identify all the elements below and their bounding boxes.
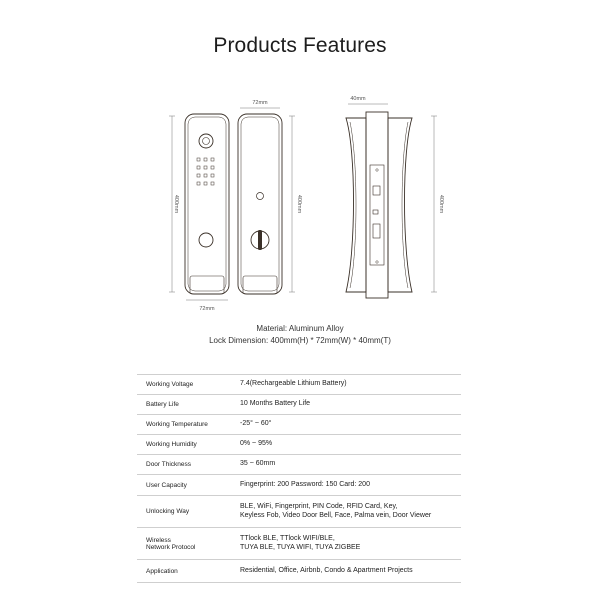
spec-value-text: -25° ~ 60°: [240, 420, 272, 428]
spec-label-text: Application: [146, 567, 178, 575]
spec-value: [230, 415, 461, 435]
material-line: Material: Aluminum Alloy: [256, 324, 344, 333]
front-panel-outline: [185, 114, 229, 294]
spec-value: [230, 496, 461, 528]
spec-label-text: Wireless: [146, 536, 171, 544]
camera-lens-inner: [203, 138, 210, 145]
table-row: [137, 455, 461, 475]
deadbolt-icon: [373, 224, 380, 238]
spec-value: [230, 560, 461, 583]
spec-label-text: Working Humidity: [146, 441, 197, 448]
front-panel-inner: [188, 117, 226, 291]
back-panel-outline: [238, 114, 282, 294]
back-height-label: 400mm: [296, 194, 302, 214]
spec-value-text: 7.4(Rechargeable Lithium Battery): [240, 380, 347, 388]
table-row: [137, 415, 461, 435]
spec-label: [137, 528, 230, 560]
spec-value-text: 10 Months Battery Life: [240, 400, 311, 408]
table-row: [137, 435, 461, 455]
keypad: [197, 158, 214, 185]
spec-value: [230, 435, 461, 455]
fingerprint-sensor-icon: [199, 233, 213, 247]
spec-value: [230, 528, 461, 560]
spec-label-text: Network Protocol: [146, 543, 196, 551]
table-row: [137, 528, 461, 560]
table-row: [137, 395, 461, 415]
spec-value-text: TTlock BLE, TTlock WIFI/BLE,: [240, 535, 335, 542]
material-info: [0, 323, 600, 347]
spec-value: [230, 475, 461, 496]
table-row: [137, 496, 461, 528]
spec-label: [137, 455, 230, 475]
spec-label: [137, 415, 230, 435]
door-edge-faceplate: [366, 112, 388, 298]
spec-label: [137, 560, 230, 583]
camera-lens-icon: [199, 134, 213, 148]
spec-value-text: TUYA BLE, TUYA WIFI, TUYA ZIGBEE: [240, 543, 361, 551]
spec-label: [137, 375, 230, 395]
front-panel-base: [190, 276, 224, 294]
table-row: [137, 560, 461, 583]
side-height-label: 400mm: [438, 194, 444, 214]
spec-value-text: Keyless Fob, Video Door Bell, Face, Palma vein, Door Viewer: [240, 511, 432, 519]
table-row: [137, 475, 461, 496]
spec-label: [137, 475, 230, 496]
spec-label: [137, 395, 230, 415]
spec-value-text: 35 ~ 60mm: [240, 460, 276, 468]
front-width-label: 72mm: [199, 306, 215, 312]
spec-value-text: 0% ~ 95%: [240, 440, 273, 448]
front-height-label: 400mm: [173, 194, 179, 214]
back-button-icon: [257, 193, 264, 200]
spec-value: [230, 455, 461, 475]
back-width-label: 72mm: [252, 100, 268, 106]
spec-value-text: Fingerprint: 200 Password: 150 Card: 200: [240, 480, 370, 488]
spec-value-text: BLE, WiFi, Fingerprint, PIN Code, RFID Card, Key,: [240, 503, 398, 510]
page-title: Products Features: [213, 34, 387, 57]
table-row: [137, 375, 461, 395]
lock-dimension-line: Lock Dimension: 400mm(H) * 72mm(W) * 40mm(T): [209, 336, 391, 345]
back-view: [238, 108, 295, 294]
spec-label: [137, 435, 230, 455]
side-back-panel: [388, 118, 412, 292]
specifications-table: [137, 374, 461, 583]
spec-label-text: Working Voltage: [146, 381, 194, 388]
latch-icon: [373, 186, 380, 195]
spec-value-text: Residential, Office, Airbnb, Condo & Apartment Projects: [240, 566, 413, 574]
side-width-label: 40mm: [350, 96, 366, 102]
spec-label-text: Battery Life: [146, 401, 179, 408]
spec-label-text: Unlocking Way: [146, 508, 190, 515]
side-view: [346, 104, 437, 298]
spec-value: [230, 395, 461, 415]
spec-label-text: User Capacity: [146, 481, 187, 489]
spec-label: [137, 496, 230, 528]
spec-value: [230, 375, 461, 395]
spec-label-text: Door Thickness: [146, 461, 192, 468]
spec-label-text: Working Temperature: [146, 421, 208, 428]
